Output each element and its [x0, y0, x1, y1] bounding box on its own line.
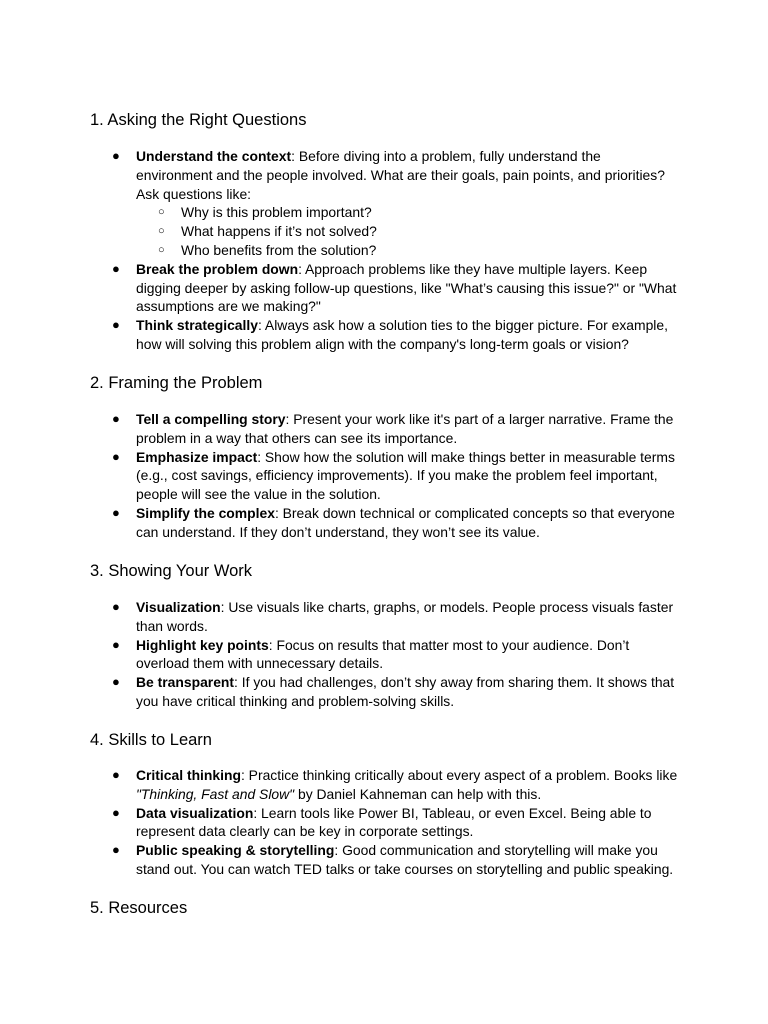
list-item: [0, 260, 681, 316]
bullet-icon: ●: [112, 599, 120, 614]
item-term: Data visualization: [136, 804, 254, 821]
item-term: Simplify the complex: [136, 504, 275, 521]
sub-bullet-icon: ○: [158, 206, 165, 219]
list-item: [0, 147, 681, 260]
sub-list-item: [136, 222, 681, 241]
bullet-list: [0, 598, 768, 711]
bullet-icon: ●: [112, 260, 120, 276]
list-item: [0, 673, 681, 711]
bullet-icon: ●: [112, 148, 120, 163]
bullet-icon: ●: [112, 411, 120, 426]
bullet-icon: ●: [112, 448, 120, 464]
item-text: : Learn tools like Power BI, Tableau, or even Excel. Being able to represent data clearly can be key in corporate settings.: [136, 804, 652, 840]
list-item: [0, 598, 681, 636]
bullet-list: [0, 410, 768, 542]
item-term: Understand the context: [136, 148, 292, 164]
item-term: Highlight key points: [136, 636, 269, 653]
bullet-list: [0, 766, 768, 879]
item-text: : Approach problems like they have multiple layers. Keep digging deeper by asking follow-up questions, like "What’s causing this issue?" or "What assumptions are we making?": [136, 260, 677, 315]
bullet-list: [0, 147, 768, 354]
list-item: [0, 504, 681, 542]
item-term: Think strategically: [136, 317, 258, 334]
bullet-icon: ●: [112, 636, 120, 652]
sub-list-item: [136, 203, 681, 222]
list-item: [0, 841, 681, 879]
sub-item-text: Who benefits from the solution?: [181, 241, 377, 258]
sub-bullet-icon: ○: [158, 243, 165, 256]
sub-item-text: Why is this problem important?: [181, 204, 372, 221]
section-heading: 3. Showing Your Work: [90, 562, 253, 580]
bullet-icon: ●: [112, 504, 120, 520]
item-text: : Use visuals like charts, graphs, or models. People process visuals faster than words.: [136, 599, 674, 634]
bullet-icon: ●: [112, 804, 120, 820]
sub-list: [136, 203, 681, 259]
item-text: : Present your work like it's part of a larger narrative. Frame the problem in a way that others can see its importance.: [136, 411, 674, 446]
item-text: : Break down technical or complicated concepts so that everyone can understand. If they don’t understand, they won’t see its value.: [136, 504, 675, 540]
section-heading: 1. Asking the Right Questions: [90, 111, 307, 129]
item-term: Tell a compelling story: [136, 411, 286, 427]
book-title: "Thinking, Fast and Slow": [136, 785, 295, 802]
sub-list-item: [136, 241, 681, 260]
item-text: : If you had challenges, don’t shy away from sharing them. It shows that you have critical thinking and problem-solving skills.: [136, 674, 675, 709]
item-text-after: by Daniel Kahneman can help with this.: [294, 785, 542, 802]
bullet-icon: ●: [112, 674, 120, 690]
bullet-icon: ●: [112, 767, 120, 782]
bullet-icon: ●: [112, 317, 120, 333]
bullet-icon: ●: [112, 842, 120, 858]
item-text: : Practice thinking critically about every aspect of a problem. Books like: [240, 767, 678, 783]
list-item: [0, 636, 681, 674]
section-heading: 4. Skills to Learn: [90, 731, 212, 749]
list-item: [0, 410, 681, 448]
sub-item-text: What happens if it’s not solved?: [181, 223, 377, 240]
item-text: : Show how the solution will make things better in measurable terms (e.g., cost savings, efficiency improvements). If you make the problem feel important, people will see the value in the solution.: [136, 448, 675, 503]
list-item: [0, 448, 681, 504]
item-text: : Always ask how a solution ties to the bigger picture. For example, how will solving this problem align with the company's long-term goals or vision?: [136, 317, 668, 352]
sub-bullet-icon: ○: [158, 225, 165, 238]
item-term: Critical thinking: [136, 767, 241, 783]
item-term: Break the problem down: [136, 260, 299, 277]
list-item: [0, 316, 681, 354]
list-item: [0, 766, 681, 804]
list-item: [0, 804, 681, 842]
item-text: : Good communication and storytelling will make you stand out. You can watch TED talks or take courses on storytelling and public speaking.: [136, 842, 674, 877]
item-text: : Focus on results that matter most to your audience. Don’t overload them with unnecessary details.: [136, 636, 630, 672]
item-text: : Before diving into a problem, fully understand the environment and the people involved. What are their goals, pain points, and priorities? Ask questions like:: [136, 148, 665, 202]
item-term: Visualization: [136, 599, 221, 615]
item-term: Public speaking & storytelling: [136, 842, 335, 859]
item-term: Be transparent: [136, 674, 235, 691]
section-heading: 2. Framing the Problem: [90, 374, 263, 392]
section-heading: 5. Resources: [90, 899, 188, 917]
item-term: Emphasize impact: [136, 448, 258, 465]
